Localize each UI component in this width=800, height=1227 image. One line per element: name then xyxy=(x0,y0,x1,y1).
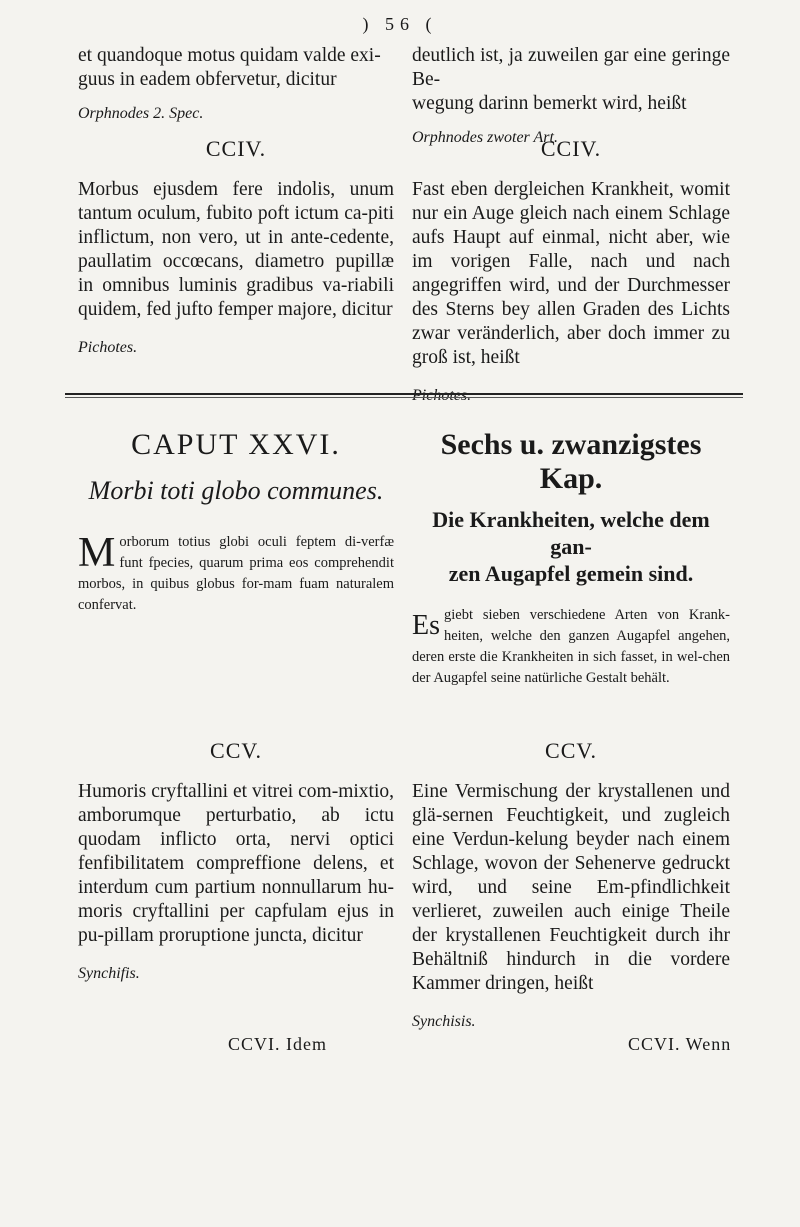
german-chapter-title: Sechs u. zwanzigstes Kap. xyxy=(440,428,702,495)
latin-section-number: CCV. xyxy=(210,738,262,763)
latin-term-pichotes: Pichotes. xyxy=(78,339,138,356)
latin-section-number: CCIV. xyxy=(205,136,267,161)
latin-chapter xyxy=(78,428,394,616)
latin-chapter-title: CAPUT XXVI. xyxy=(131,428,341,461)
latin-section-ccv xyxy=(78,738,394,986)
german-continuation xyxy=(412,44,730,150)
latin-intro-text: orborum totius globi oculi feptem di-verfæ funt fpecies, quarum prima eos comprehendit morbos, in quibus globus for-mam fuam naturalem confervat. xyxy=(78,534,394,613)
latin-chapter-subtitle: Morbi toti globo communes. xyxy=(88,476,384,505)
german-term-pichotes: Pichotes. xyxy=(412,387,472,404)
latin-line-2: guus in eadem obfervetur, dicitur xyxy=(78,69,337,90)
german-term-synchisis: Synchisis. xyxy=(412,1013,476,1030)
latin-section-cciv xyxy=(78,136,394,360)
german-chapter-subtitle-2: zen Augapfel gemein sind. xyxy=(448,561,694,586)
german-paragraph: Eine Vermischung der krystallenen und glä-sernen Feuchtigkeit, und zugleich eine Verdun-kelung beyder nach einem Schlage, wovon der Sehenerve gedruckt wird, und seine Em-pfindlichkeit verlieret, zuweilen auch einige Theile der krystallenen Feuchtigkeit durch ihr Behältniß hindurch in die vordere Kammer dringen, heißt xyxy=(412,781,730,994)
latin-term-synchisis: Synchifis. xyxy=(78,965,140,982)
german-catchword: CCVI. Wenn xyxy=(628,1034,732,1054)
german-section-number: CCIV. xyxy=(540,136,602,161)
german-section-number: CCV. xyxy=(545,738,597,763)
german-section-ccv xyxy=(412,738,730,1034)
german-paragraph: Fast eben dergleichen Krankheit, womit nur ein Auge gleich nach einem Schlage aufs Haupt auf einmal, nicht aber, wie im vorigen Falle, nach und nach angegriffen wird, und der Durchmesser des Sterns bey allen Graden des Lichts zwar veränderlich, aber doch immer zu groß ist, heißt xyxy=(412,179,730,368)
german-line-1: deutlich ist, ja zuweilen gar eine geringe Be- xyxy=(412,45,730,90)
german-chapter-subtitle-1: Die Krankheiten, welche dem gan- xyxy=(432,507,710,559)
latin-catchword: CCVI. Idem xyxy=(228,1034,327,1054)
latin-drop-capital: M xyxy=(78,530,116,576)
german-term-orphnodes: Orphnodes zwoter Art. xyxy=(412,129,558,146)
divider-top-thin xyxy=(65,397,743,398)
page-number: ) 56 ( xyxy=(362,14,438,34)
latin-line-1: et quandoque motus quidam valde exi- xyxy=(78,45,381,66)
latin-chapter-intro xyxy=(78,532,394,616)
german-drop-capital: Es xyxy=(412,610,440,641)
latin-continuation xyxy=(78,44,394,126)
german-line-2: wegung darinn bemerkt wird, heißt xyxy=(412,93,687,114)
german-chapter xyxy=(412,428,730,689)
german-section-cciv xyxy=(412,136,730,408)
divider-top xyxy=(65,393,743,395)
latin-paragraph: Humoris cryftallini et vitrei com-mixtio, amborumque perturbatio, ab ictu quodam inflicto orta, nervi optici fenfibilitatem compreffione delens, et interdum cum partium nonnullarum hu-moris cryftallini per capfulam ejus in pu-pillam proruptione juncta, dicitur xyxy=(78,781,394,946)
german-chapter-intro xyxy=(412,605,730,689)
latin-term-orphnodes: Orphnodes 2. Spec. xyxy=(78,105,204,122)
latin-paragraph: Morbus ejusdem fere indolis, unum tantum oculum, fubito poft ictum ca-piti inflictum, non vero, ut in ante-cedente, paullatim occœcans, diametro pupillæ in omnibus luminis gradibus va-riabili quidem, fed jufto femper majore, dicitur xyxy=(78,179,394,320)
german-intro-text: giebt sieben verschiedene Arten von Krank-heiten, welche den ganzen Augapfel angehen, deren erste die Krankheiten in sich fasset, in wel-chen der Augapfel seine natürliche Gestalt behält. xyxy=(412,607,730,686)
